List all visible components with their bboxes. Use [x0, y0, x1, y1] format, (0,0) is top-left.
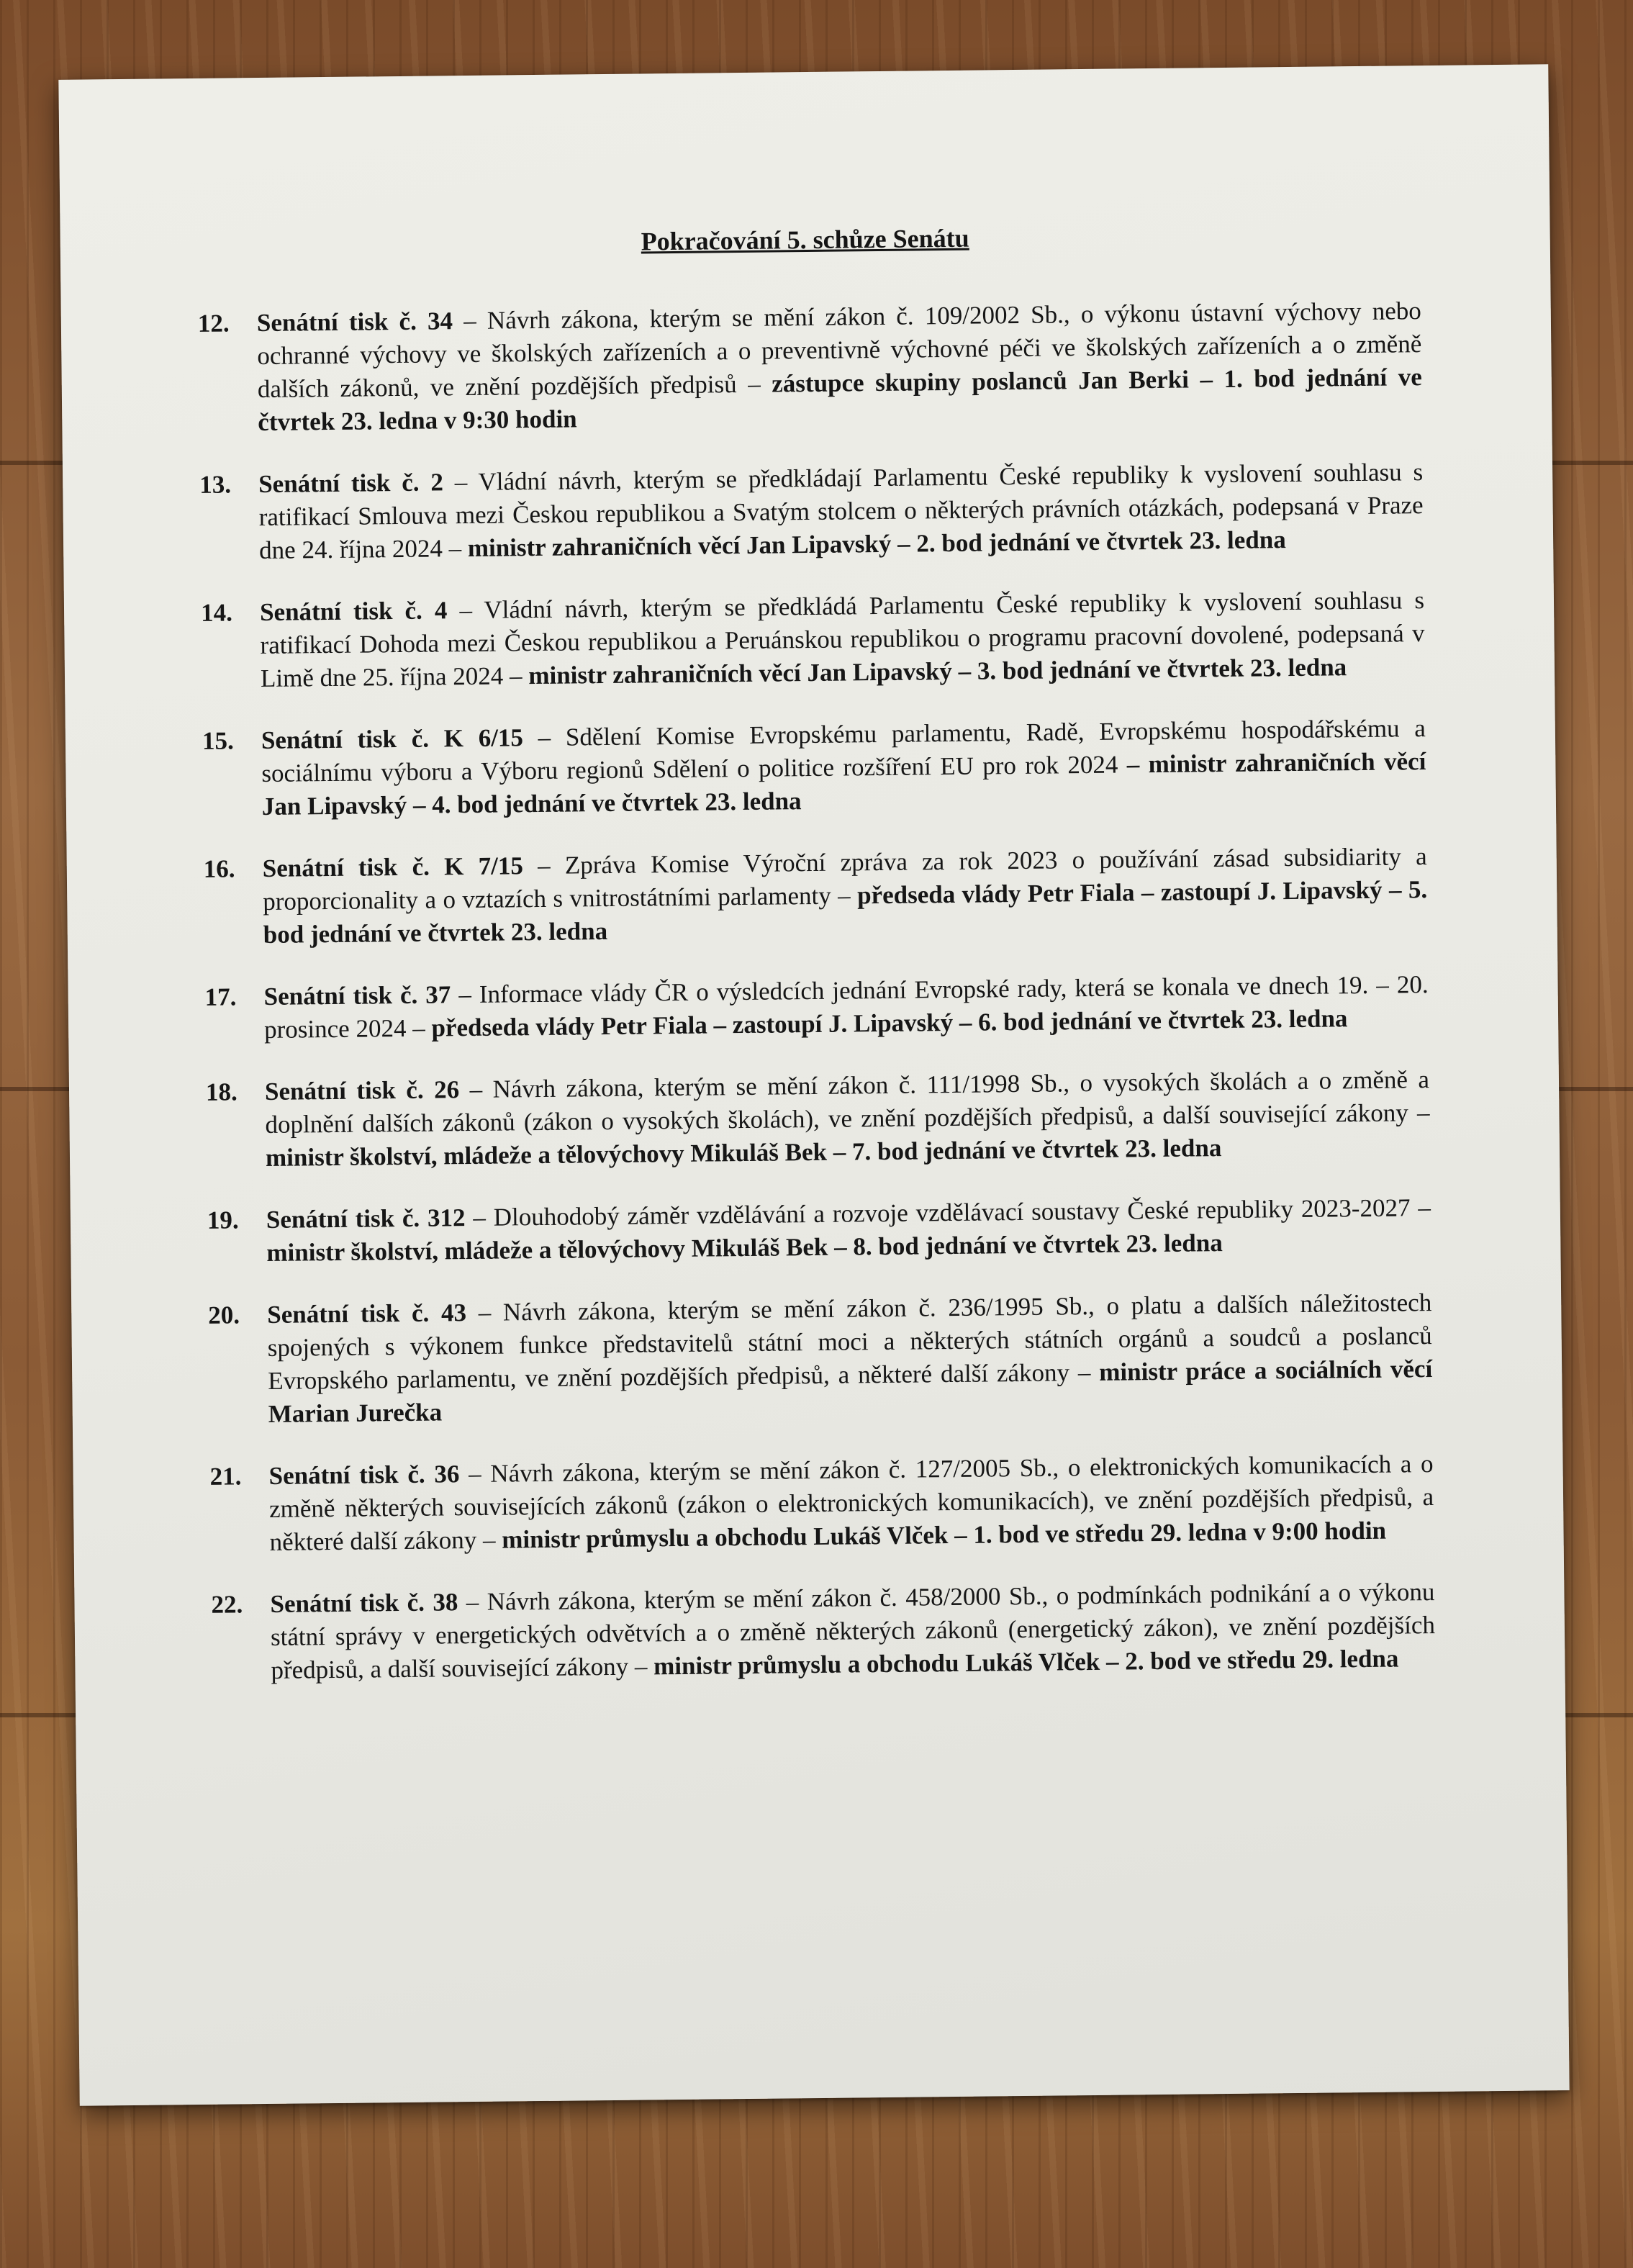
item-description: – Vládní návrh, kterým se předkládá Parlamentu České republiky k vyslovení souhlasu s ratifikací Dohoda mezi Českou republikou a Peruánskou republikou o programu pracovní dovolené, podepsaná v Limě dne 25. října 2024 – [260, 586, 1425, 693]
agenda-item [209, 1447, 1434, 1560]
agenda-item [201, 584, 1425, 696]
document-title: Pokračování 5. schůze Senátu [641, 223, 969, 256]
item-presenter: ministr práce a sociálních věcí Marian Jurečka [268, 1355, 1433, 1428]
print-label: Senátní tisk č. 36 [268, 1460, 460, 1490]
item-number: 13. [199, 470, 232, 499]
agenda-item [202, 712, 1426, 824]
print-label: Senátní tisk č. K 7/15 [262, 851, 524, 883]
item-presenter: předseda vlády Petr Fiala – zastoupí J. Lipavský – 5. bod jednání ve čtvrtek 23. ledna [263, 875, 1428, 949]
item-description: – Návrh zákona, kterým se mění zákon č. 127/2005 Sb., o elektronických komunikacích a o změně některých souvisejících zákonů (zákon o elektronických komunikacích), ve znění pozdějších předpisů, a některé další zákony – [268, 1450, 1434, 1556]
agenda-item [211, 1576, 1435, 1688]
item-description: – Zpráva Komise Výroční zpráva za rok 2023 o používání zásad subsidiarity a proporcionality a o vztazích s vnitrostátními parlamenty – [263, 842, 1427, 916]
agenda-list [198, 294, 1436, 1717]
item-number: 20. [208, 1301, 240, 1329]
item-presenter: předseda vlády Petr Fiala – zastoupí J. Lipavský – 6. bod jednání ve čtvrtek 23. ledna [431, 1004, 1348, 1042]
print-label: Senátní tisk č. 4 [259, 596, 448, 627]
item-number: 12. [197, 309, 230, 338]
item-number: 16. [203, 854, 235, 883]
print-label: Senátní tisk č. 26 [264, 1075, 460, 1106]
agenda-item [207, 1191, 1431, 1270]
item-description: – Návrh zákona, kterým se mění zákon č. 236/1995 Sb., o platu a dalších náležitostech spojených s výkonem funkce představitelů státní moci a některých státních orgánů a soudců a poslanců Evropského parlamentu, ve znění pozdějších předpisů, a některé další zákony – [267, 1288, 1432, 1395]
print-label: Senátní tisk č. 38 [270, 1588, 458, 1618]
item-presenter: ministr zahraničních věcí Jan Lipavský – 3. bod jednání ve čtvrtek 23. ledna [528, 653, 1347, 690]
item-presenter: – ministr zahraničních věcí Jan Lipavský – 4. bod jednání ve čtvrtek 23. ledna [261, 747, 1426, 821]
item-description: – Vládní návrh, kterým se předkládají Parlamentu České republiky k vyslovení souhlasu s ratifikací Smlouva mezi Českou republikou a Svatým stolcem o některých právních otázkách, podepsaná v Praze dne 24. října 2024 – [258, 458, 1424, 565]
item-presenter: ministr školství, mládeže a tělovýchovy Mikuláš Bek – 8. bod jednání ve čtvrtek 23. ledna [266, 1229, 1223, 1267]
print-label: Senátní tisk č. K 6/15 [261, 723, 524, 755]
item-description: – Návrh zákona, kterým se mění zákon č. 458/2000 Sb., o podmínkách podnikání a o výkonu státní správy v energetických odvětvích a o změně některých zákonů (energetický zákon), ve znění pozdějších předpisů, a další související zákony – [270, 1578, 1436, 1684]
item-number: 21. [209, 1462, 242, 1491]
item-number: 19. [207, 1206, 239, 1234]
item-number: 14. [200, 598, 233, 627]
item-presenter: zástupce skupiny poslanců Jan Berki – 1. bod jednání ve čtvrtek 23. ledna v 9:30 hodin [258, 363, 1422, 437]
item-description: – Dlouhodobý záměr vzdělávání a rozvoje vzdělávací soustavy České republiky 2023-2027 – [465, 1193, 1431, 1232]
print-label: Senátní tisk č. 312 [266, 1203, 466, 1234]
agenda-item [204, 968, 1429, 1047]
print-label: Senátní tisk č. 43 [267, 1298, 467, 1329]
print-label: Senátní tisk č. 2 [258, 468, 444, 499]
item-description: – Sdělení Komise Evropskému parlamentu, Radě, Evropskému hospodářskému a sociálnímu výboru a Výboru regionů Sdělení o politice rozšíření EU pro rok 2024 [261, 714, 1426, 788]
item-number: 15. [202, 726, 234, 755]
item-presenter: ministr zahraničních věcí Jan Lipavský – 2. bod jednání ve čtvrtek 23. ledna [467, 525, 1286, 562]
agenda-item [199, 456, 1424, 568]
print-label: Senátní tisk č. 37 [263, 980, 451, 1011]
item-presenter: ministr průmyslu a obchodu Lukáš Vlček – 1. bod ve středu 29. ledna v 9:00 hodin [502, 1516, 1387, 1554]
item-number: 22. [211, 1590, 243, 1619]
item-description: – Návrh zákona, kterým se mění zákon č. 111/1998 Sb., o vysokých školách a o změně a doplnění dalších zákonů (zákon o vysokých školách), ve znění pozdějších předpisů, a další související zákony – [265, 1065, 1430, 1139]
item-description: – Návrh zákona, kterým se mění zákon č. 109/2002 Sb., o výkonu ústavní výchovy nebo ochranné výchovy ve školských zařízeních a o preventivně výchovné péči ve školských zařízeních a o změně dalších zákonů, ve znění pozdějších předpisů – [257, 297, 1422, 404]
item-number: 17. [204, 982, 237, 1011]
paper-sheet [58, 64, 1569, 2106]
print-label: Senátní tisk č. 34 [256, 307, 453, 338]
agenda-item [204, 840, 1428, 952]
agenda-item [208, 1286, 1433, 1432]
item-number: 18. [205, 1077, 238, 1106]
item-description: – Informace vlády ČR o výsledcích jednání Evropské rady, která se konala ve dnech 19. – 20. prosince 2024 – [263, 970, 1429, 1044]
agenda-item [198, 294, 1423, 440]
item-presenter: ministr školství, mládeže a tělovýchovy Mikuláš Bek – 7. bod jednání ve čtvrtek 23. ledna [265, 1134, 1222, 1172]
agenda-item [206, 1063, 1430, 1175]
item-presenter: ministr průmyslu a obchodu Lukáš Vlček – 2. bod ve středu 29. ledna [653, 1644, 1399, 1681]
